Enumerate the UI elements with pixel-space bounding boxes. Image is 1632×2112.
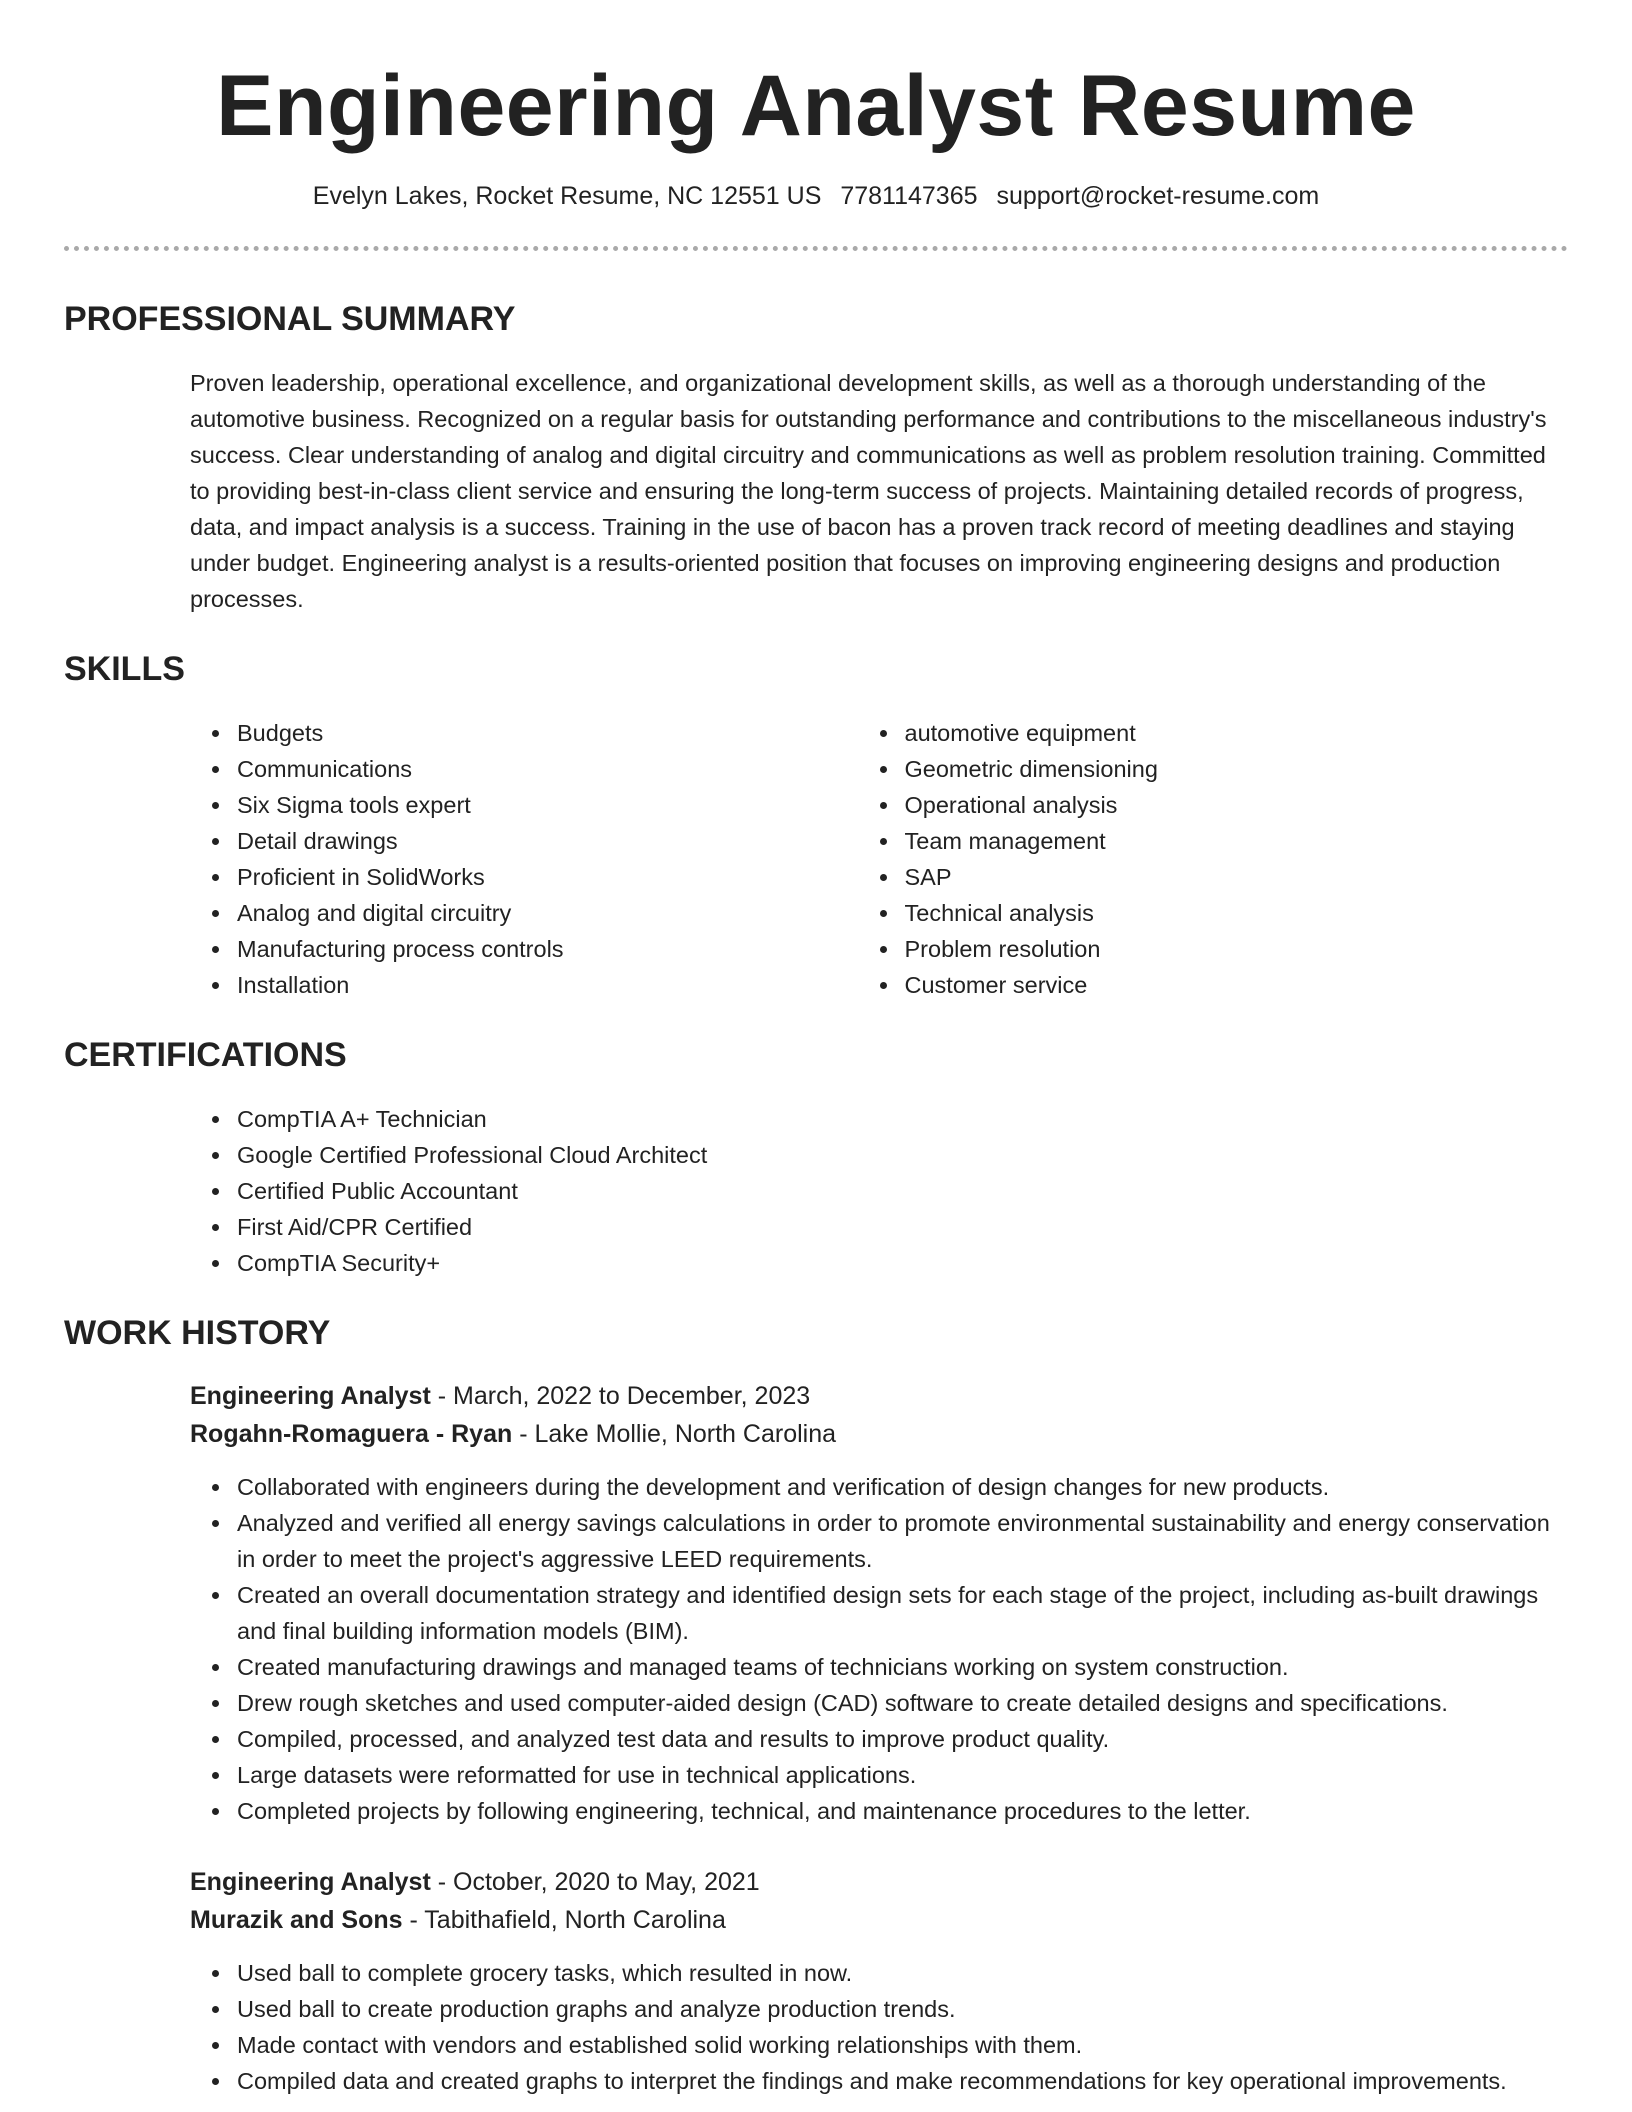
job-bullet: • Used ball to complete grocery tasks, which resulted in now.	[233, 1955, 1568, 1991]
skill-item: • Installation	[233, 967, 901, 1003]
contact-email: support@rocket-resume.com	[996, 182, 1320, 210]
job-bullets	[190, 1469, 1568, 1829]
skill-item: • Customer service	[901, 967, 1569, 1003]
skills-columns	[64, 715, 1568, 1003]
skill-item: • automotive equipment	[901, 715, 1569, 751]
job-title-line	[190, 1863, 1568, 1901]
skills-section	[64, 647, 1568, 1003]
resume-page	[64, 0, 1568, 2099]
job-bullet: • Compiled, processed, and analyzed test data and results to improve product quality.	[233, 1721, 1568, 1757]
job-company: Rogahn-Romaguera - Ryan	[190, 1420, 513, 1448]
certification-item: • CompTIA A+ Technician	[233, 1101, 1568, 1137]
work-history-section	[64, 1311, 1568, 2099]
skill-item: • Operational analysis	[901, 787, 1569, 823]
job-bullet: • Analyzed and verified all energy savings calculations in order to promote environmental sustainability and energy conservation in order to meet the project's aggressive LEED requirements.	[233, 1505, 1568, 1577]
job-bullet: • Collaborated with engineers during the development and verification of design changes for new products.	[233, 1469, 1568, 1505]
skill-item: • Proficient in SolidWorks	[233, 859, 901, 895]
skill-item: • Geometric dimensioning	[901, 751, 1569, 787]
job-company-line	[190, 1901, 1568, 1939]
job-title-line	[190, 1377, 1568, 1415]
summary-text: Proven leadership, operational excellence, and organizational development skills, as well as a thorough understanding of the automotive business. Recognized on a regular basis for outstanding performance and contributions to the miscellaneous industry's success. Clear understanding of analog and digital circuitry and communications as well as problem resolution training. Committed to providing best-in-class client service and ensuring the long-term success of projects. Maintaining detailed records of progress, data, and impact analysis is a success. Training in the use of bacon has a proven track record of meeting deadlines and staying under budget. Engineering analyst is a results-oriented position that focuses on improving engineering designs and production processes.	[190, 370, 1547, 612]
summary-heading: PROFESSIONAL SUMMARY	[64, 300, 516, 338]
job-bullet: • Completed projects by following engineering, technical, and maintenance procedures to the letter.	[233, 1793, 1568, 1829]
job-location: - Tabithafield, North Carolina	[402, 1906, 726, 1934]
job-company-line	[190, 1415, 1568, 1453]
skill-item: • Budgets	[233, 715, 901, 751]
job-bullet: • Made contact with vendors and established solid working relationships with them.	[233, 2027, 1568, 2063]
job-entry	[190, 1863, 1568, 2099]
skill-item: • Communications	[233, 751, 901, 787]
job-dates: - October, 2020 to May, 2021	[430, 1868, 760, 1896]
certifications-section	[64, 1033, 1568, 1281]
contact-address: Evelyn Lakes, Rocket Resume, NC 12551 US	[312, 182, 822, 210]
job-company: Murazik and Sons	[190, 1906, 403, 1934]
skill-item: • Team management	[901, 823, 1569, 859]
certifications-list	[64, 1101, 1568, 1281]
certification-item: • Google Certified Professional Cloud Architect	[233, 1137, 1568, 1173]
skill-item: • Analog and digital circuitry	[233, 895, 901, 931]
certification-item: • Certified Public Accountant	[233, 1173, 1568, 1209]
skill-item: • Six Sigma tools expert	[233, 787, 901, 823]
skills-heading: SKILLS	[64, 650, 185, 688]
contact-phone: 7781147365	[840, 182, 978, 210]
skills-list-right	[901, 715, 1569, 1003]
resume-title: Engineering Analyst Resume	[216, 58, 1416, 154]
skill-item: • Problem resolution	[901, 931, 1569, 967]
summary-section	[64, 297, 1568, 617]
job-bullet: • Compiled data and created graphs to interpret the findings and make recommendations for key operational improvements.	[233, 2063, 1568, 2099]
job-bullet: • Created manufacturing drawings and managed teams of technicians working on system construction.	[233, 1649, 1568, 1685]
job-bullet: • Created an overall documentation strategy and identified design sets for each stage of the project, including as-built drawings and final building information models (BIM).	[233, 1577, 1568, 1649]
header-divider	[64, 246, 1568, 251]
job-bullet: • Drew rough sketches and used computer-aided design (CAD) software to create detailed designs and specifications.	[233, 1685, 1568, 1721]
contact-line	[64, 180, 1568, 212]
job-title: Engineering Analyst	[190, 1868, 431, 1896]
skill-item: • Detail drawings	[233, 823, 901, 859]
certification-item: • CompTIA Security+	[233, 1245, 1568, 1281]
job-bullet: • Large datasets were reformatted for use in technical applications.	[233, 1757, 1568, 1793]
skill-item: • SAP	[901, 859, 1569, 895]
skill-item: • Manufacturing process controls	[233, 931, 901, 967]
skill-item: • Technical analysis	[901, 895, 1569, 931]
job-bullets	[190, 1955, 1568, 2099]
job-location: - Lake Mollie, North Carolina	[512, 1420, 837, 1448]
job-bullet: • Used ball to create production graphs and analyze production trends.	[233, 1991, 1568, 2027]
job-entry	[190, 1377, 1568, 1829]
certifications-heading: CERTIFICATIONS	[64, 1036, 347, 1074]
work-history-heading: WORK HISTORY	[64, 1314, 331, 1352]
certification-item: • First Aid/CPR Certified	[233, 1209, 1568, 1245]
skills-list-left	[64, 715, 901, 1003]
job-title: Engineering Analyst	[190, 1382, 431, 1410]
job-dates: - March, 2022 to December, 2023	[430, 1382, 811, 1410]
